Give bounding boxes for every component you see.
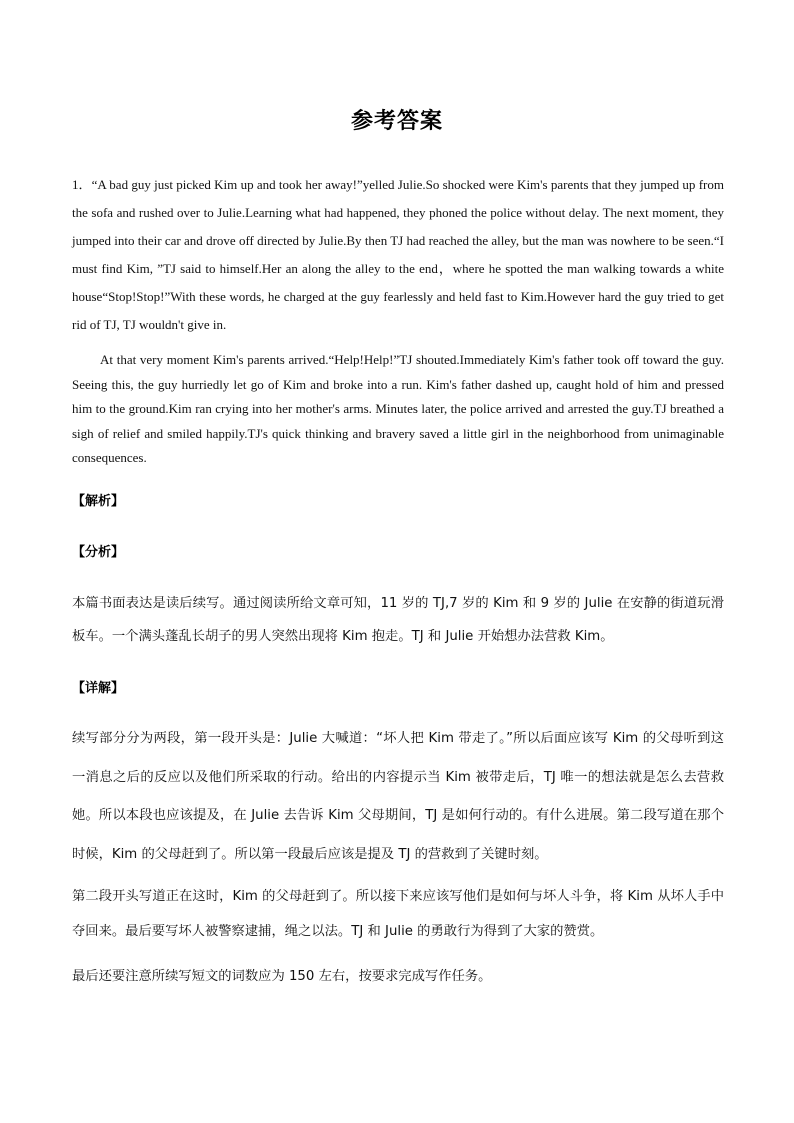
answer-paragraph-1: [72, 171, 724, 339]
analysis-heading: 【解析】: [72, 494, 125, 509]
answer-paragraph-2: [72, 348, 724, 471]
answer-paragraph-2-text: At that very moment Kim's parents arrived.“Help!Help!”TJ shouted.Immediately Kim's father took off toward the guy. Seeing this, the guy hurriedly let go of Kim and broke into a run. Kim's father dashed up, caught hold of him and pressed him to the ground.Kim ran crying into her mother's arms. Minutes later, the police arrived and arrested the guy.TJ breathed a sigh of relief and smiled happily.TJ's quick thinking and bravery saved a little girl in the neighborhood from unimaginable consequences.: [72, 352, 724, 465]
detail-heading: 【详解】: [72, 681, 125, 696]
fenxi-paragraph: 本篇书面表达是读后续写。通过阅读所给文章可知，11 岁的 TJ,7 岁的 Kim 和 9 岁的 Julie 在安静的街道玩滑板车。一个满头蓬乱长胡子的男人突然出现将 Kim 抱走。TJ 和 Julie 开始想办法营救 Kim。: [72, 596, 724, 644]
page-title: 参考答案: [350, 109, 443, 134]
detail-paragraph-1: 续写部分分为两段，第一段开头是：Julie 大喊道：“坏人把 Kim 带走了。”所以后面应该写 Kim 的父母听到这一消息之后的反应以及他们所采取的行动。给出的内容提示当 Kim 被带走后，TJ 唯一的想法就是怎么去营救她。所以本段也应该提及，在 Julie 去告诉 Kim 父母期间，TJ 是如何行动的。有什么进展。第二段写道在那个时候，Kim 的父母赶到了。所以第一段最后应该是提及 TJ 的营救到了关键时刻。: [72, 731, 724, 862]
detail-paragraph-3: 最后还要注意所续写短文的词数应为 150 左右，按要求完成写作任务。: [72, 969, 492, 984]
fenxi-heading: 【分析】: [72, 545, 125, 560]
detail-paragraph-2: 第二段开头写道正在这时，Kim 的父母赶到了。所以接下来应该写他们是如何与坏人斗争，将 Kim 从坏人手中夺回来。最后要写坏人被警察逮捕，绳之以法。TJ 和 Julie 的勇敢行为得到了大家的赞赏。: [72, 889, 724, 939]
answer-paragraph-1-text: 1．“A bad guy just picked Kim up and took her away!”yelled Julie.So shocked were Kim's parents that they jumped up from the sofa and rushed over to Julie.Learning what had happened, they phoned the police without delay. The next moment, they jumped into their car and drove off directed by Julie.By then TJ had reached the alley, but the man was nowhere to be seen.“I must find Kim, ”TJ said to himself.Her an along the alley to the end，where he spotted the man walking towards a white house“Stop!Stop!”With these words, he charged at the guy fearlessly and held fast to Kim.However hard the guy tried to get rid of TJ, TJ wouldn't give in.: [72, 177, 724, 332]
